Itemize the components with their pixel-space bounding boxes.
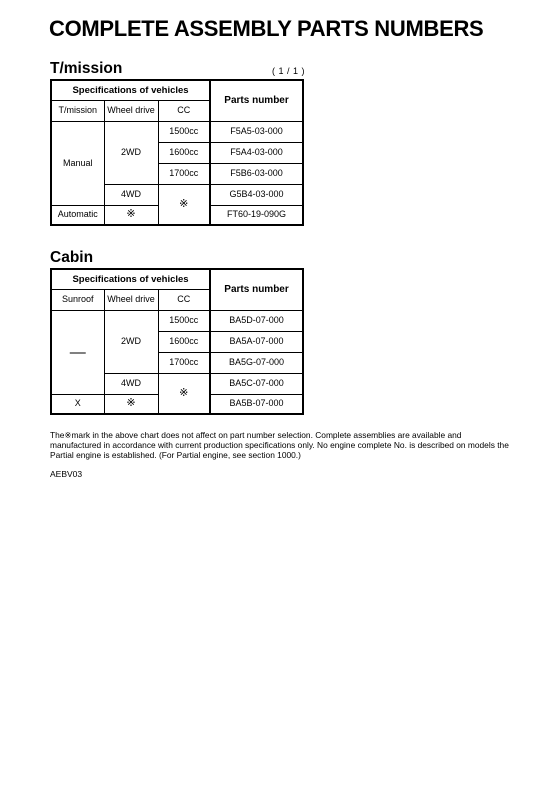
cabin-table [50,268,304,415]
cc-cell: 1600cc [158,331,210,352]
reference-mark-cell: ※ [104,394,158,414]
sunroof-x-cell: X [51,394,104,414]
part-number-cell: F5A4-03-000 [210,142,303,163]
part-number-cell: BA5A-07-000 [210,331,303,352]
part-number-cell: F5A5-03-000 [210,121,303,142]
parts-number-header: Parts number [210,269,303,310]
wheel-drive-col-header: Wheel drive [104,289,158,310]
section-title-tmission: T/mission [50,60,123,77]
part-number-cell: BA5B-07-000 [210,394,303,414]
reference-mark-cell: ※ [158,373,210,414]
manual-cell: Manual [51,121,104,205]
parts-number-header: Parts number [210,80,303,121]
part-number-cell: G5B4-03-000 [210,184,303,205]
sunroof-col-header: Sunroof [51,289,104,310]
part-number-cell: FT60-19-090G [210,205,303,225]
section-title-cabin: Cabin [50,249,94,266]
tmission-table [50,79,304,226]
spec-header: Specifications of vehicles [51,269,210,289]
cc-cell: 1700cc [158,352,210,373]
page-indicator: ( 1 / 1 ) [272,66,306,76]
footnote: The※mark in the above chart does not affect on part number selection. Complete assemblies are available and manufactured in accordance with current production specifications only. No engine complete No. is described on models the Partial engine is established. (For Partial engine, see section 1000.) [50,430,509,460]
tmission-col-header: T/mission [51,100,104,121]
part-number-cell: BA5G-07-000 [210,352,303,373]
part-number-cell: F5B6-03-000 [210,163,303,184]
cc-cell: 1500cc [158,121,210,142]
drive-2wd-cell: 2WD [104,121,158,184]
no-sunroof-cell: — [51,310,104,394]
cc-cell: 1600cc [158,142,210,163]
drive-2wd-cell: 2WD [104,310,158,373]
cc-col-header: CC [158,100,210,121]
page-title: COMPLETE ASSEMBLY PARTS NUMBERS [49,16,484,41]
cc-cell: 1500cc [158,310,210,331]
part-number-cell: BA5D-07-000 [210,310,303,331]
cc-col-header: CC [158,289,210,310]
wheel-drive-col-header: Wheel drive [104,100,158,121]
cc-cell: 1700cc [158,163,210,184]
spec-header: Specifications of vehicles [51,80,210,100]
drive-4wd-cell: 4WD [104,184,158,205]
automatic-cell: Automatic [51,205,104,225]
reference-mark-cell: ※ [104,205,158,225]
document-code: AEBV03 [50,469,83,479]
drive-4wd-cell: 4WD [104,373,158,394]
part-number-cell: BA5C-07-000 [210,373,303,394]
reference-mark-cell: ※ [158,184,210,225]
